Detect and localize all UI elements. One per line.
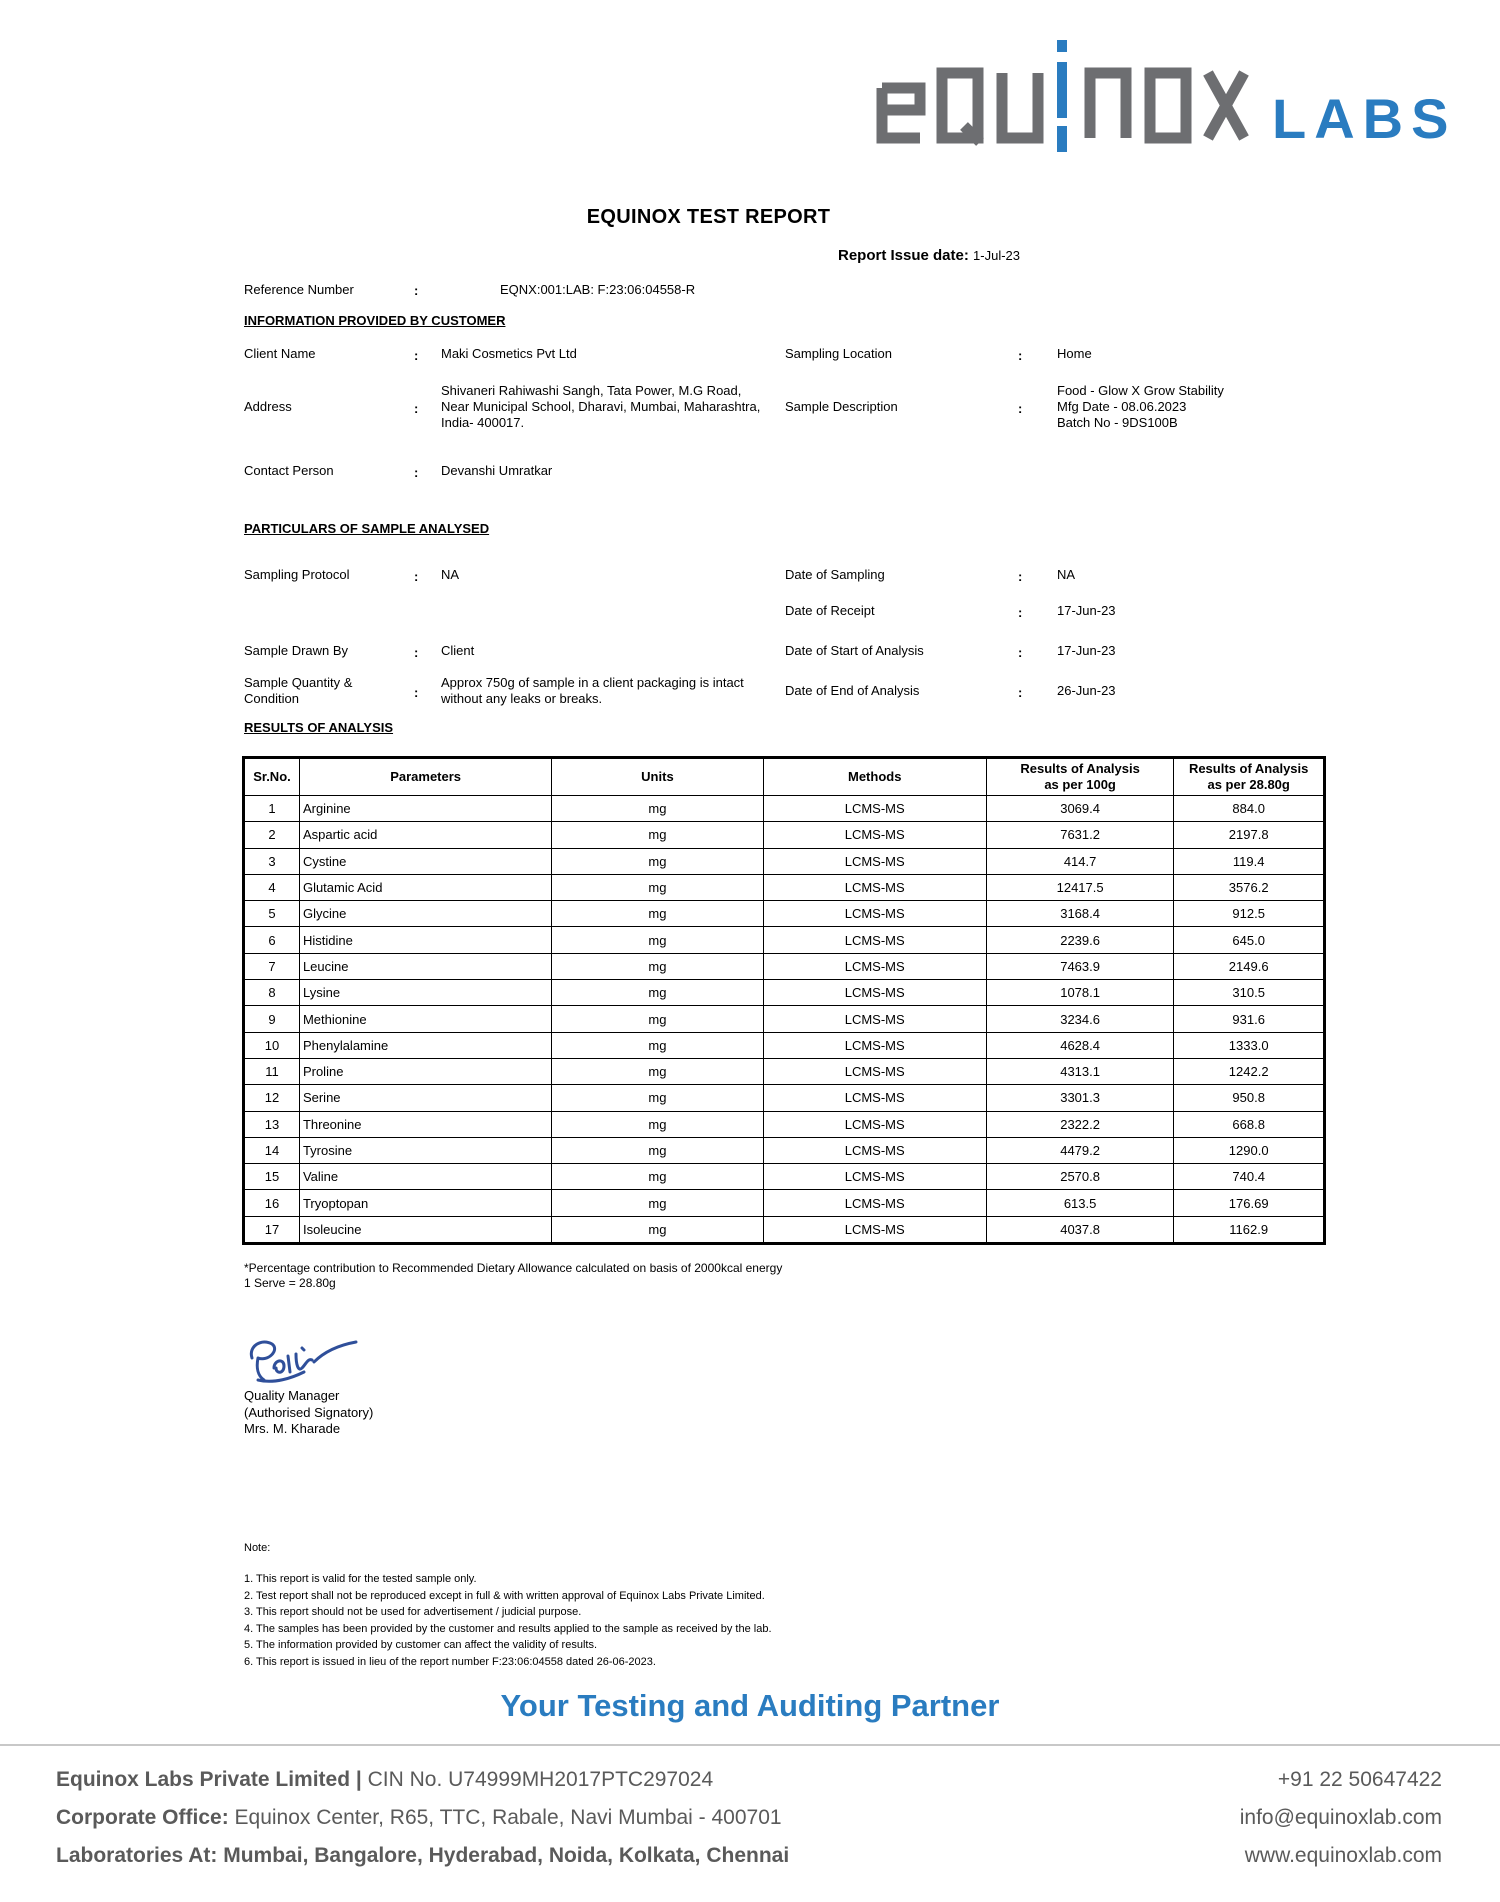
footer-office xyxy=(56,1806,782,1830)
description-line: Food - Glow X Grow Stability xyxy=(1057,383,1224,398)
cell-result-100g: 4628.4 xyxy=(986,1032,1173,1058)
cell-sr-no: 11 xyxy=(244,1058,300,1084)
col-header-results-serve xyxy=(1174,758,1325,796)
colon: : xyxy=(1018,569,1023,584)
footer-website[interactable]: www.equinoxlab.com xyxy=(1244,1844,1442,1867)
cell-unit: mg xyxy=(552,1137,763,1163)
cell-result-serve: 1333.0 xyxy=(1174,1032,1325,1058)
cell-result-100g: 3069.4 xyxy=(986,796,1173,822)
footnote-line: 1 Serve = 28.80g xyxy=(244,1276,336,1290)
colon: : xyxy=(1018,401,1023,416)
client-name-label: Client Name xyxy=(244,346,316,361)
cell-unit: mg xyxy=(552,980,763,1006)
colon: : xyxy=(1018,645,1023,660)
cell-method: LCMS-MS xyxy=(763,1006,986,1032)
cell-result-serve: 740.4 xyxy=(1174,1164,1325,1190)
reference-value: EQNX:001:LAB: F:23:06:04558-R xyxy=(500,282,696,297)
table-row xyxy=(244,1058,1325,1084)
table-row xyxy=(244,1032,1325,1058)
cell-unit: mg xyxy=(552,901,763,927)
results-section-heading: RESULTS OF ANALYSIS xyxy=(244,720,394,735)
sampling-location-label: Sampling Location xyxy=(785,346,892,361)
cell-result-100g: 4313.1 xyxy=(986,1058,1173,1084)
cell-sr-no: 8 xyxy=(244,980,300,1006)
date-of-sampling-value: NA xyxy=(1057,567,1076,582)
sampling-protocol-label: Sampling Protocol xyxy=(244,567,350,582)
cell-result-serve: 119.4 xyxy=(1174,848,1325,874)
note-item: 3. This report should not be used for advertisement / judicial purpose. xyxy=(244,1606,582,1618)
signatory-name: Mrs. M. Kharade xyxy=(244,1421,341,1436)
cell-method: LCMS-MS xyxy=(763,1032,986,1058)
cell-parameter: Tryoptopan xyxy=(299,1190,551,1216)
cell-sr-no: 6 xyxy=(244,927,300,953)
cell-method: LCMS-MS xyxy=(763,874,986,900)
cell-unit: mg xyxy=(552,848,763,874)
cell-unit: mg xyxy=(552,796,763,822)
cell-result-serve: 950.8 xyxy=(1174,1085,1325,1111)
cell-result-100g: 4037.8 xyxy=(986,1216,1173,1243)
cell-sr-no: 7 xyxy=(244,953,300,979)
cell-parameter: Serine xyxy=(299,1085,551,1111)
cell-result-100g: 4479.2 xyxy=(986,1137,1173,1163)
cell-method: LCMS-MS xyxy=(763,1190,986,1216)
signatory-block xyxy=(244,1388,373,1438)
table-row xyxy=(244,927,1325,953)
cell-unit: mg xyxy=(552,1111,763,1137)
cell-result-100g: 2239.6 xyxy=(986,927,1173,953)
cell-result-serve: 2197.8 xyxy=(1174,822,1325,848)
cell-method: LCMS-MS xyxy=(763,1164,986,1190)
cell-method: LCMS-MS xyxy=(763,1216,986,1243)
cell-method: LCMS-MS xyxy=(763,1111,986,1137)
office-address: Equinox Center, R65, TTC, Rabale, Navi Mumbai - 400701 xyxy=(228,1806,782,1829)
signatory-role: (Authorised Signatory) xyxy=(244,1404,374,1420)
cell-method: LCMS-MS xyxy=(763,1137,986,1163)
cell-result-serve: 668.8 xyxy=(1174,1111,1325,1137)
sample-quantity-value xyxy=(441,675,744,707)
notes-heading: Note: xyxy=(244,1542,271,1554)
company-cin: CIN No. U74999MH2017PTC297024 xyxy=(361,1768,714,1791)
cell-method: LCMS-MS xyxy=(763,927,986,953)
report-issue-date xyxy=(838,247,1020,264)
cell-sr-no: 13 xyxy=(244,1111,300,1137)
cell-parameter: Arginine xyxy=(299,796,551,822)
reference-label: Reference Number xyxy=(244,282,354,297)
cell-result-100g: 613.5 xyxy=(986,1190,1173,1216)
col-header-methods: Methods xyxy=(763,758,986,796)
header-line: as per 28.80g xyxy=(1207,777,1290,792)
cell-method: LCMS-MS xyxy=(763,953,986,979)
cell-result-100g: 2322.2 xyxy=(986,1111,1173,1137)
date-start-analysis-value: 17-Jun-23 xyxy=(1057,643,1116,658)
contact-person-value: Devanshi Umratkar xyxy=(441,463,553,478)
cell-sr-no: 10 xyxy=(244,1032,300,1058)
table-row xyxy=(244,1164,1325,1190)
footer-email[interactable]: info@equinoxlab.com xyxy=(1239,1806,1442,1829)
issue-date-label: Report Issue date: xyxy=(838,247,969,264)
table-row xyxy=(244,796,1325,822)
cell-parameter: Isoleucine xyxy=(299,1216,551,1243)
cell-parameter: Tyrosine xyxy=(299,1137,551,1163)
table-row xyxy=(244,822,1325,848)
address-value xyxy=(441,383,760,431)
cell-result-100g: 3168.4 xyxy=(986,901,1173,927)
colon: : xyxy=(414,401,419,416)
description-line: Batch No - 9DS100B xyxy=(1057,415,1178,430)
cell-method: LCMS-MS xyxy=(763,822,986,848)
header-line: Results of Analysis xyxy=(1020,761,1140,776)
col-header-units: Units xyxy=(552,758,763,796)
col-header-parameters: Parameters xyxy=(299,758,551,796)
date-of-receipt-value: 17-Jun-23 xyxy=(1057,603,1116,618)
footer-divider xyxy=(0,1744,1500,1746)
address-line: India- 400017. xyxy=(441,415,525,430)
cell-unit: mg xyxy=(552,953,763,979)
table-row xyxy=(244,1111,1325,1137)
table-row xyxy=(244,901,1325,927)
col-header-results-100g xyxy=(986,758,1173,796)
svg-text:LABS: LABS xyxy=(1272,87,1452,150)
table-row xyxy=(244,1006,1325,1032)
tagline: Your Testing and Auditing Partner xyxy=(500,1688,1000,1723)
address-line: Shivaneri Rahiwashi Sangh, Tata Power, M.G Road, xyxy=(441,383,742,398)
company-name: Equinox Labs Private Limited | xyxy=(56,1768,362,1791)
header-line: Results of Analysis xyxy=(1188,761,1309,776)
sample-drawn-by-value: Client xyxy=(441,643,475,658)
cell-method: LCMS-MS xyxy=(763,980,986,1006)
cell-parameter: Glutamic Acid xyxy=(299,874,551,900)
results-footnote xyxy=(244,1261,782,1291)
colon: : xyxy=(1018,348,1023,363)
cell-unit: mg xyxy=(552,1032,763,1058)
cell-parameter: Phenylalamine xyxy=(299,1032,551,1058)
sampling-location-value: Home xyxy=(1057,346,1092,361)
note-item: 4. The samples has been provided by the customer and results applied to the sample as received by the lab. xyxy=(244,1622,772,1635)
date-end-analysis-value: 26-Jun-23 xyxy=(1057,683,1116,698)
colon: : xyxy=(414,645,419,660)
address-label: Address xyxy=(244,399,292,414)
header-line: as per 100g xyxy=(1044,777,1116,792)
cell-method: LCMS-MS xyxy=(763,796,986,822)
cell-sr-no: 15 xyxy=(244,1164,300,1190)
sample-drawn-by-label: Sample Drawn By xyxy=(244,643,349,658)
footer-company xyxy=(56,1768,713,1792)
notes-list xyxy=(244,1571,772,1670)
quantity-line: Approx 750g of sample in a client packaging is intact xyxy=(441,675,744,690)
cell-unit: mg xyxy=(552,1058,763,1084)
cell-parameter: Valine xyxy=(299,1164,551,1190)
cell-result-serve: 931.6 xyxy=(1174,1006,1325,1032)
cell-parameter: Threonine xyxy=(299,1111,551,1137)
sampling-protocol-value: NA xyxy=(441,567,460,582)
table-row xyxy=(244,1190,1325,1216)
table-row xyxy=(244,1137,1325,1163)
cell-result-100g: 7463.9 xyxy=(986,953,1173,979)
colon: : xyxy=(414,685,419,700)
table-row xyxy=(244,980,1325,1006)
cell-result-serve: 912.5 xyxy=(1174,901,1325,927)
cell-result-serve: 310.5 xyxy=(1174,980,1325,1006)
cell-method: LCMS-MS xyxy=(763,1058,986,1084)
cell-parameter: Glycine xyxy=(299,901,551,927)
date-end-analysis-label: Date of End of Analysis xyxy=(785,683,920,698)
results-table-body xyxy=(244,796,1325,1244)
cell-sr-no: 2 xyxy=(244,822,300,848)
description-line: Mfg Date - 08.06.2023 xyxy=(1057,399,1187,414)
sample-description-value xyxy=(1057,383,1224,431)
table-header-row xyxy=(244,758,1325,796)
cell-result-100g: 2570.8 xyxy=(986,1164,1173,1190)
office-label: Corporate Office: xyxy=(56,1806,229,1829)
issue-date-value: 1-Jul-23 xyxy=(973,248,1021,263)
cell-parameter: Proline xyxy=(299,1058,551,1084)
footnote-line: *Percentage contribution to Recommended Dietary Allowance calculated on basis of 2000kcal energy xyxy=(244,1261,783,1275)
colon: : xyxy=(414,569,419,584)
quantity-label-line: Sample Quantity & xyxy=(244,675,353,690)
date-start-analysis-label: Date of Start of Analysis xyxy=(785,643,924,658)
cell-result-serve: 1242.2 xyxy=(1174,1058,1325,1084)
cell-result-serve: 1162.9 xyxy=(1174,1216,1325,1243)
address-line: Near Municipal School, Dharavi, Mumbai, Maharashtra, xyxy=(441,399,761,414)
cell-parameter: Histidine xyxy=(299,927,551,953)
colon: : xyxy=(414,465,419,480)
cell-parameter: Lysine xyxy=(299,980,551,1006)
date-of-sampling-label: Date of Sampling xyxy=(785,567,885,582)
note-item: 1. This report is valid for the tested sample only. xyxy=(244,1573,477,1585)
cell-sr-no: 17 xyxy=(244,1216,300,1243)
cell-result-serve: 884.0 xyxy=(1174,796,1325,822)
note-item: 5. The information provided by customer can affect the validity of results. xyxy=(244,1639,597,1651)
footer-phone[interactable]: +91 22 50647422 xyxy=(1277,1768,1442,1791)
col-header-sr-no: Sr.No. xyxy=(244,758,300,796)
cell-sr-no: 16 xyxy=(244,1190,300,1216)
cell-result-serve: 1290.0 xyxy=(1174,1137,1325,1163)
cell-unit: mg xyxy=(552,874,763,900)
cell-parameter: Methionine xyxy=(299,1006,551,1032)
table-row xyxy=(244,1085,1325,1111)
cell-method: LCMS-MS xyxy=(763,1085,986,1111)
table-row xyxy=(244,848,1325,874)
cell-result-serve: 645.0 xyxy=(1174,927,1325,953)
colon: : xyxy=(414,283,419,298)
cell-result-100g: 414.7 xyxy=(986,848,1173,874)
cell-parameter: Cystine xyxy=(299,848,551,874)
cell-method: LCMS-MS xyxy=(763,848,986,874)
cell-sr-no: 4 xyxy=(244,874,300,900)
quantity-line: without any leaks or breaks. xyxy=(441,691,603,706)
equinox-labs-logo xyxy=(872,38,1452,158)
colon: : xyxy=(1018,605,1023,620)
contact-person-label: Contact Person xyxy=(244,463,334,478)
signatory-title: Quality Manager xyxy=(244,1388,340,1403)
cell-result-serve: 2149.6 xyxy=(1174,953,1325,979)
cell-unit: mg xyxy=(552,1190,763,1216)
quantity-label-line: Condition xyxy=(244,691,299,706)
cell-sr-no: 3 xyxy=(244,848,300,874)
cell-sr-no: 14 xyxy=(244,1137,300,1163)
cell-unit: mg xyxy=(552,1085,763,1111)
cell-unit: mg xyxy=(552,1006,763,1032)
cell-result-100g: 7631.2 xyxy=(986,822,1173,848)
table-row xyxy=(244,1216,1325,1243)
footer-laboratories: Laboratories At: Mumbai, Bangalore, Hyderabad, Noida, Kolkata, Chennai xyxy=(56,1844,790,1867)
cell-result-100g: 3234.6 xyxy=(986,1006,1173,1032)
cell-result-100g: 1078.1 xyxy=(986,980,1173,1006)
table-row xyxy=(244,874,1325,900)
cell-result-100g: 3301.3 xyxy=(986,1085,1173,1111)
cell-result-100g: 12417.5 xyxy=(986,874,1173,900)
sample-description-label: Sample Description xyxy=(785,399,898,414)
report-title: EQUINOX TEST REPORT xyxy=(586,206,831,228)
cell-sr-no: 9 xyxy=(244,1006,300,1032)
cell-unit: mg xyxy=(552,927,763,953)
signature xyxy=(244,1328,374,1388)
sample-quantity-label xyxy=(244,675,352,707)
cell-unit: mg xyxy=(552,1164,763,1190)
cell-sr-no: 12 xyxy=(244,1085,300,1111)
table-row xyxy=(244,953,1325,979)
date-of-receipt-label: Date of Receipt xyxy=(785,603,875,618)
cell-parameter: Leucine xyxy=(299,953,551,979)
cell-unit: mg xyxy=(552,1216,763,1243)
colon: : xyxy=(1018,685,1023,700)
colon: : xyxy=(414,348,419,363)
cell-unit: mg xyxy=(552,822,763,848)
cell-sr-no: 1 xyxy=(244,796,300,822)
client-name-value: Maki Cosmetics Pvt Ltd xyxy=(441,346,577,361)
cell-parameter: Aspartic acid xyxy=(299,822,551,848)
note-item: 6. This report is issued in lieu of the report number F:23:06:04558 dated 26-06-2023. xyxy=(244,1655,656,1668)
cell-sr-no: 5 xyxy=(244,901,300,927)
cell-result-serve: 176.69 xyxy=(1174,1190,1325,1216)
customer-section-heading: INFORMATION PROVIDED BY CUSTOMER xyxy=(244,313,506,328)
sample-section-heading: PARTICULARS OF SAMPLE ANALYSED xyxy=(244,521,490,536)
note-item: 2. Test report shall not be reproduced except in full & with written approval of Equinox Labs Private Limited. xyxy=(244,1589,765,1602)
results-table xyxy=(242,756,1326,1245)
cell-result-serve: 3576.2 xyxy=(1174,874,1325,900)
cell-method: LCMS-MS xyxy=(763,901,986,927)
